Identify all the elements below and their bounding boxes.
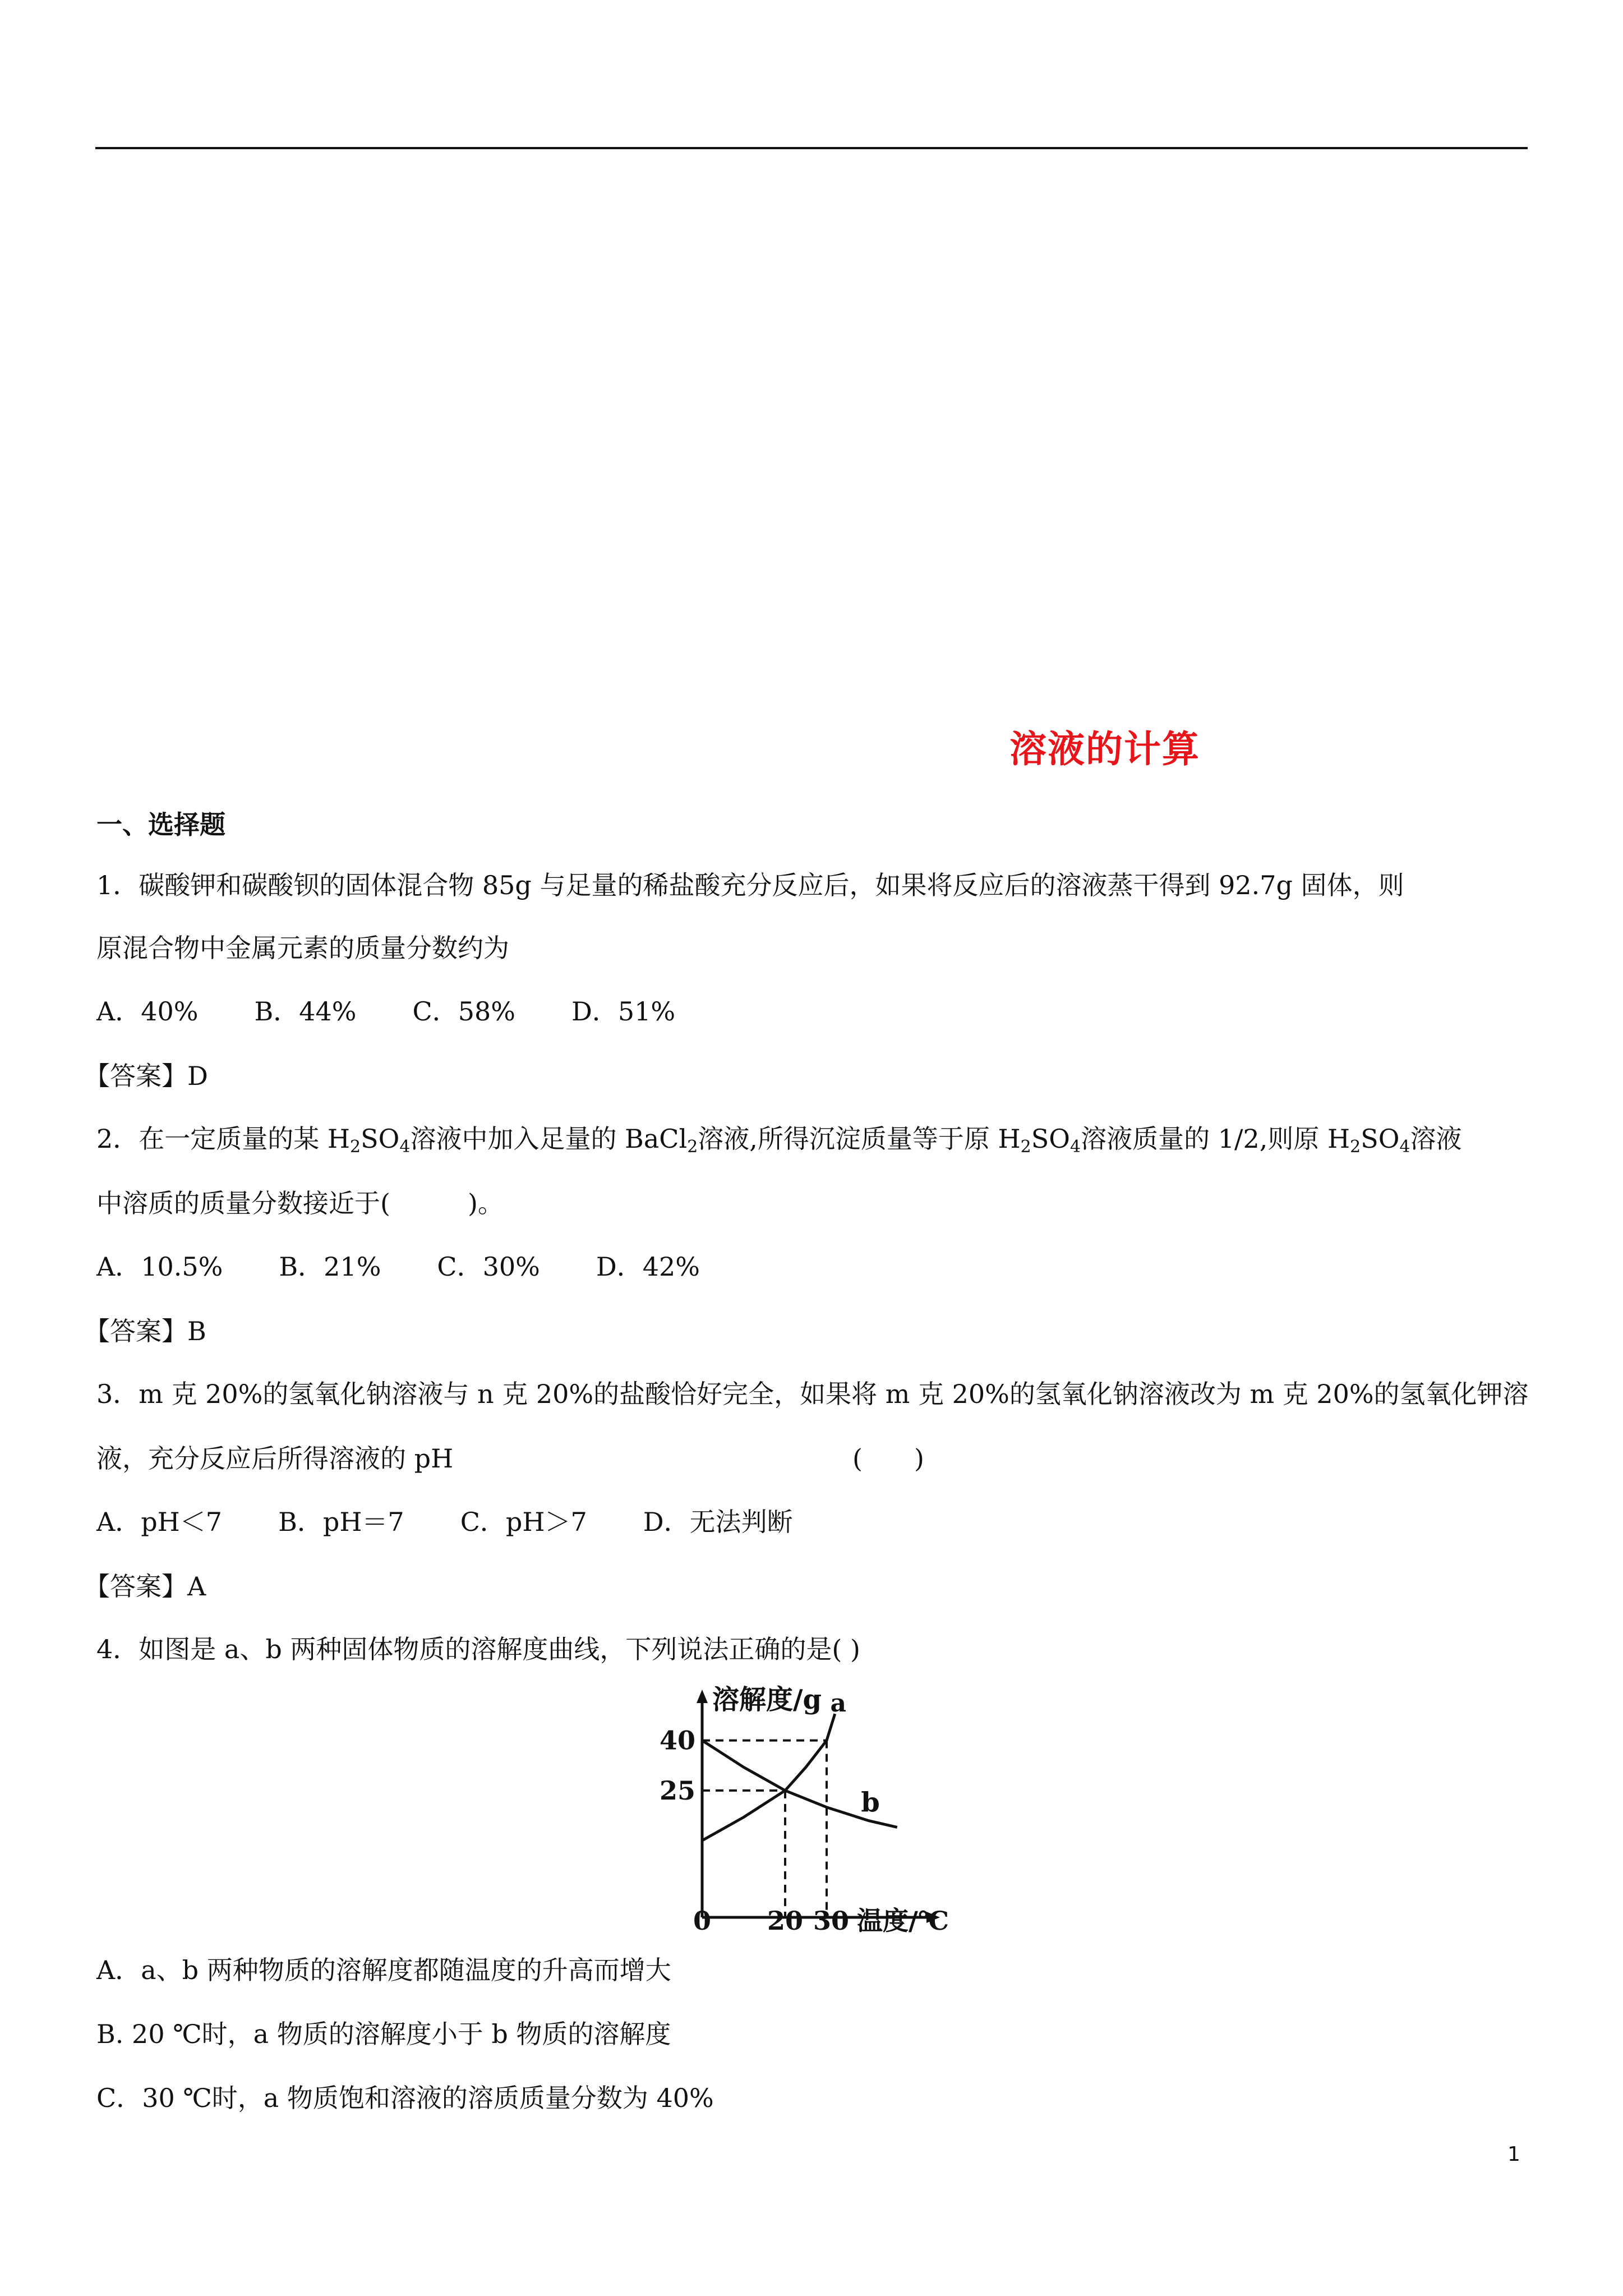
q2-option-d: D．42% (596, 1251, 700, 1282)
q3-blank: ( ) (852, 1443, 924, 1474)
q1-options (96, 995, 731, 1028)
q4-option-c: C．30 ℃时，a 物质饱和溶液的溶质质量分数为 40% (96, 2083, 714, 2113)
page-title: 溶液的计算 (1009, 728, 1200, 771)
q1-option-c: C．58% (412, 996, 515, 1027)
q2-option-c: C．30% (437, 1251, 540, 1282)
q3-option-d: D．无法判断 (643, 1507, 793, 1537)
q1-option-d: D．51% (571, 996, 676, 1027)
y-tick-25: 25 (659, 1775, 695, 1806)
x-tick-30: 30 (813, 1906, 850, 1935)
section-heading: 一、选择题 (96, 809, 225, 840)
q3-options (96, 1505, 849, 1539)
q1-answer: 【答案】D (84, 1061, 208, 1091)
q2-answer: 【答案】B (84, 1316, 206, 1346)
q3-text-line2: 液，充分反应后所得溶液的 pH ( ) (96, 1442, 453, 1475)
y-tick-40: 40 (659, 1725, 695, 1756)
q2-text-line1: 2．在一定质量的某 $H_2SO_4$溶液中加入足量的 BaCl$_2$溶液,所得沉淀质量等于原 $H_2SO_4$溶液质量的 1/2,则原 $H_2SO_4$溶液 (96, 1124, 1462, 1157)
series-label-b: b (861, 1787, 880, 1819)
q3-option-a: A．pH＜7 (96, 1507, 223, 1537)
q4-text-line1: 4．如图是 a、b 两种固体物质的溶解度曲线，下列说法正确的是( ) (96, 1634, 860, 1664)
x-tick-20: 20 (767, 1906, 804, 1935)
series-label-a: a (830, 1689, 847, 1718)
curve-a (702, 1714, 835, 1841)
q4-option-b: B. 20 ℃时，a 物质的溶解度小于 b 物质的溶解度 (96, 2019, 671, 2049)
q4-option-a: A．a、b 两种物质的溶解度都随温度的升高而增大 (96, 1955, 671, 1985)
q3-option-c: C．pH＞7 (460, 1507, 587, 1537)
q1-option-b: B．44% (254, 996, 357, 1027)
header-rule (95, 147, 1528, 149)
q2-text-line2: 中溶质的质量分数接近于( )。 (96, 1188, 504, 1218)
q3-option-b: B．pH＝7 (278, 1507, 404, 1537)
x-axis-label: 温度/℃ (857, 1906, 949, 1935)
y-axis-arrow (697, 1690, 708, 1703)
q3-text-line1: 3．m 克 20%的氢氧化钠溶液与 n 克 20%的盐酸恰好完全，如果将 m 克 20%的氢氧化钠溶液改为 m 克 20%的氢氧化钾溶 (96, 1379, 1529, 1409)
series-group (702, 1714, 897, 1841)
q1-text-line1: 1．碳酸钾和碳酸钡的固体混合物 85g 与足量的稀盐酸充分反应后，如果将反应后的溶液蒸干得到 92.7g 固体，则 (96, 870, 1404, 900)
q2-option-b: B．21% (279, 1251, 381, 1282)
q2-options (96, 1250, 756, 1283)
solubility-chart (639, 1683, 976, 1935)
q1-option-a: A．40% (96, 996, 199, 1027)
q2-option-a: A．10.5% (96, 1251, 223, 1282)
y-axis-label: 溶解度/g (712, 1684, 822, 1715)
origin-label: 0 (693, 1906, 712, 1935)
q1-text-line2: 原混合物中金属元素的质量分数约为 (96, 933, 509, 963)
page-number: 1 (1507, 2143, 1520, 2166)
q3-answer: 【答案】A (84, 1571, 206, 1602)
